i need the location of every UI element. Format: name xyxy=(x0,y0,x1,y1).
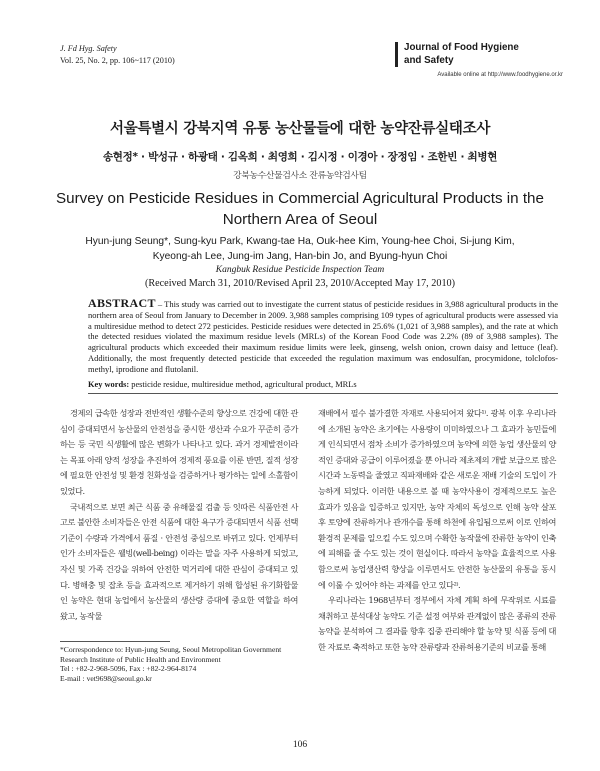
body-paragraph: 경제의 급속한 성장과 전반적인 생활수준의 향상으로 건강에 대한 관심이 증대되면서 농산물의 안전성을 중시한 생산과 수요가 꾸준히 증가하는 등 국민 식생활에 많은 변화가 나타나고 있다. 과거 경제발전이라는 목표 아래 양적 성장을 추진하여 경제적 풍요를 이룬 반면, 질적 성장에 필요한 안전성 및 환경 친화성을 검증하거나 평가하는 일에 소홀함이 있었다. xyxy=(60,408,298,496)
journal-title xyxy=(395,42,563,67)
abstract-text: – This study was carried out to investigate the current status of pesticide residues in 3,988 agricultural products in the northern area of Seoul from January to December in 2009. 3,988 samples comprising 109 types of agricultural products were assessed via a multiresidue method to detect 272 pesticides. Pesticide residues were detected in 25.6% (1,021 of 3,988 samples), and the rate at which the detected residues violated the maximum residue levels (MRLs) of the Korean Food Code was 2.2% (89 of 3,988 samples). The agricultural products which exceeded their maximum residue limits were leek, ginseng, welsh onion, crown daisy and lettuce (leaf). Additionally, the most frequently detected pesticide that exceeded the regulation maximum was endosulfan, procymidone, tolclofos-methyl, iprodione and flutolanil. xyxy=(88,299,558,374)
abstract-heading: ABSTRACT xyxy=(88,296,156,310)
journal-title-line1: Journal of Food Hygiene xyxy=(404,42,519,53)
received-dates: (Received March 31, 2010/Revised April 23, 2010/Accepted May 17, 2010) xyxy=(144,278,456,289)
volume-line: Vol. 25, No. 2, pp. 106~117 (2010) xyxy=(60,56,175,65)
body-column-right xyxy=(318,406,556,656)
footnote-email[interactable]: E-mail : vet9698@seoul.go.kr xyxy=(60,673,152,683)
authors-korean: 송현정* · 박성규 · 하광태 · 김옥희 · 최영희 · 김시정 · 이경아 · 장정임 · 조한빈 · 최병현 xyxy=(102,151,498,163)
journal-citation xyxy=(60,43,175,67)
keywords xyxy=(88,380,558,389)
page-number: 106 xyxy=(292,740,308,750)
body-column-left xyxy=(60,406,298,624)
affiliation-korean: 강북농수산물검사소 잔류농약검사팀 xyxy=(233,171,367,181)
journal-title-line2: and Safety xyxy=(404,54,454,66)
body-paragraph: 우리나라는 1968년부터 정부에서 자체 계획 하에 무작위로 시료를 채취하고 분석대상 농약도 기준 설정 여부와 관계없이 많은 종류의 잔류농약을 분석하여 그 결과를 향후 집중 관리해야 할 농약 및 식품 등에 대한 자료로 축적하고 또한 농약 잔류량과 잔류허용기준의 비교를 통해 xyxy=(318,595,556,652)
section-divider xyxy=(88,393,558,394)
footnote-divider xyxy=(60,641,170,642)
journal-abbrev: J. Fd Hyg. Safety xyxy=(60,44,117,53)
title-english xyxy=(0,188,600,230)
title-korean: 서울특별시 강북지역 유통 농산물들에 대한 농약잔류실태조사 xyxy=(109,121,491,137)
footnote-line: Tel : +82-2-968-5096, Fax : +82-2-964-8174 xyxy=(60,664,197,674)
keywords-label: Key words: xyxy=(88,380,130,389)
journal-masthead xyxy=(395,42,563,78)
abstract xyxy=(88,298,558,375)
title-english-line1: Survey on Pesticide Residues in Commercial Agricultural Products in the xyxy=(56,190,544,207)
correspondence-footnote xyxy=(60,645,300,683)
authors-english xyxy=(50,235,550,264)
body-paragraph: 국내적으로 보면 최근 식품 중 유해물질 검출 등 잇따른 식품안전 사고로 불안한 소비자들은 안전 식품에 대한 욕구가 증대되면서 식품 선택 기준이 수량과 가격에서 품질 · 안전성 중심으로 바뀌고 있다. 언제부터인가 소비자들은 웰빙(well-being) 이라는 말을 자주 사용하게 되었고, 자신 및 가족 건강을 위하여 안전한 먹거리에 대한 관심이 증대되고 있다. 병해충 및 잡초 등을 효과적으로 제거하기 위해 합성된 유기화합물인 농약은 현대 농업에서 농산물의 생산량 증대에 중요한 역할을 하여 왔고, 농작물 xyxy=(60,501,298,621)
affiliation-english: Kangbuk Residue Pesticide Inspection Team xyxy=(215,265,385,275)
body-paragraph: 재배에서 필수 불가결한 자재로 사용되어져 왔다¹⁾. 광복 이후 우리나라에 소개된 농약은 초기에는 사용량이 미미하였으나 그 효과가 농민들에게 인식되면서 점차 소비가 증가하였으며 농약에 의한 농업 생산물의 양적인 증대와 공급이 이루어졌을 뿐 아니라 제초제의 개발 보급으로 많은 시간과 노동력을 줄였고 직파재배와 같은 새로운 재배 기술의 도입이 가능하게 되었다. 이러한 내용으로 볼 때 농약사용이 경제적으로도 높은 효과가 있음을 입증하고 있지만, 농약 자체의 독성으로 인해 농약 살포 후 토양에 잔류하거나 관개수를 통해 하천에 유입됨으로써 이로 인하여 환경적 문제를 일으킬 수도 있으며 수확한 농작물에 잔류한 농약이 인축에 피해를 줄 수도 있는 것이 현실이다. 따라서 농약을 효율적으로 사용함으로써 농업생산력 향상을 이루면서도 안전한 농산물의 유통을 동시에 이룰 수 있어야 하는 과제를 안고 있다²⁾. xyxy=(318,408,556,590)
keywords-text: pesticide residue, multiresidue method, agricultural product, MRLs xyxy=(129,380,357,389)
available-online-link[interactable]: Available online at http://www.foodhygiene.or.kr xyxy=(437,72,563,78)
authors-english-line1: Hyun-jung Seung*, Sung-kyu Park, Kwang-tae Ha, Ouk-hee Kim, Young-hee Choi, Si-jung Kim, xyxy=(85,236,515,247)
footnote-line: *Correspondence to: Hyun-jung Seung, Seoul Metropolitan Government Research Institute of Public Health and Environment xyxy=(60,645,282,664)
title-english-line2: Northern Area of Seoul xyxy=(222,211,378,228)
authors-english-line2: Kyeong-ah Lee, Jung-im Jang, Han-bin Jo, and Byung-hyun Choi xyxy=(152,250,448,262)
